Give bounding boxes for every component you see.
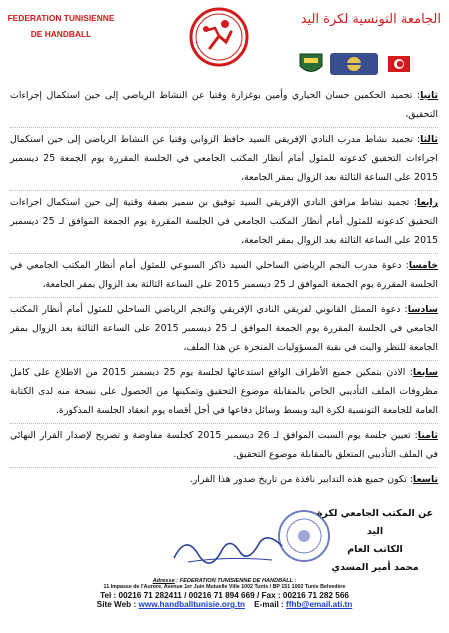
article-5: خامسا: دعوة مدرب النجم الرياضي الساحلي السيد ذاكر السبوعي للمثول أمام أنظار المكتب الجامعي في الجلسة المقررة يوم الجمعة الموافق لـ 25 ديسمبر 2015 على الساعة الثالثة بعد الزوال بمقر الجامعة، [10, 254, 438, 298]
letterhead [0, 0, 449, 82]
club-crest-icon [300, 54, 322, 72]
ministry-emblem-icon [330, 53, 378, 75]
footer-phone: Tel : 00216 71 282411 / 00216 71 894 669 / Fax : 00216 71 282 566 [100, 591, 349, 600]
decision-body [10, 86, 438, 492]
handwritten-signature [168, 528, 288, 568]
article-7: سابعا: الاذن بتمكين جميع الأطراف الواقع استدعائها لجلسة يوم 25 ديسمبر 2015 من الاطلاع على كامل مظروفات الملف التأديبي الخاص بالمقابلة موضوع التحقيق وتمكينها من الحصول على نسخة منه لدى الكتابة العامة للجامعة التونسية لكرة اليد وبسط وسائل دفاعها في أجل أقصاه يوم انعقاد الجلسة المذكورة. [10, 361, 438, 424]
footer-address: 11 Impasse de l'Aurore, Avenue 1er Juin Mutuelle Ville 1002 Tunis / BP 151 1002 Tunis Belvedère [103, 584, 346, 590]
partner-logos [296, 50, 416, 78]
handball-federation-logo [188, 6, 250, 68]
article-9: تاسعا: تكون جميع هذه التدابير نافذة من تاريخ صدور هذا القرار. [189, 474, 438, 485]
footer [0, 578, 449, 609]
article-3: ثالثا: تجميد نشاط مدرب النادي الإفريقي السيد حافظ الزوابي وقتيا عن النشاط الرياضي إلى حين استكمال اجراءات التحقيق كدعوته للمثول أمام أنظار المكتب الجامعي في الجلسة المقررة يوم الجمعة 25 ديسمبر 2015 على الساعة الثالثة بعد الزوال بمقر الجامعة، [10, 128, 438, 191]
email-link[interactable]: ffhb@email.ati.tn [286, 600, 353, 609]
article-6: سادسا: دعوة الممثل القانوني لفريقي النادي الإفريقي والنجم الرياضي الساحلي للمثول أمام أنظار المكتب الجامعي في الجلسة المقررة يوم الجمعة الموافق لـ 25 ديسمبر 2015 على الساعة الثالثة بعد الزوال بمقر الجامعة للنظر والبت في بقية المسؤوليات المنجرة عن هذا الملف، [10, 298, 438, 361]
federation-name-ar: الجامعة التونسية لكرة اليد [300, 12, 441, 27]
flag-icon [388, 56, 410, 72]
footer-contacts: Site Web : www.handballtunisie.org.tn E-mail : ffhb@email.ati.tn [96, 600, 353, 609]
article-4: رابعا: تجميد نشاط مرافق النادي الإفريقي السيد توفيق بن سمير بصفة وقتية إلى حين استكمال اجراءات التحقيق كدعوته للمثول أمام أنظار المكتب الجامعي في الجلسة المقررة يوم الجمعة الموافق لـ 25 ديسمبر 2015 على الساعة الثالثة بعد الزوال بمقر الجامعة، [10, 191, 438, 254]
article-2: ثانيا: تجميد الحكمين حسان الحياري وأمين بوغزارة وقتيا عن النشاط الرياضي إلى حين استكمال إجراءات التحقيق، [10, 86, 438, 128]
federation-name-fr: FEDERATION TUNISIENNE DE HANDBALL [7, 13, 115, 39]
article-8: ثامنا: تعيين جلسة يوم السبت الموافق لـ 26 ديسمبر 2015 كجلسة مفاوضة و تصريح لإصدار القرار النهائي في الملف التأديبي المتعلق بالمقابلة موضوع التحقيق. [10, 424, 438, 468]
website-link[interactable]: www.handballtunisie.org.tn [138, 600, 246, 609]
footer-address-title: Adresse : FEDERATION TUNISIENNE DE HANDBALL : [152, 578, 297, 584]
signatory-block: عن المكتب الجامعي لكرة اليد الكاتب العام محمد أمير المسدي [316, 508, 434, 573]
